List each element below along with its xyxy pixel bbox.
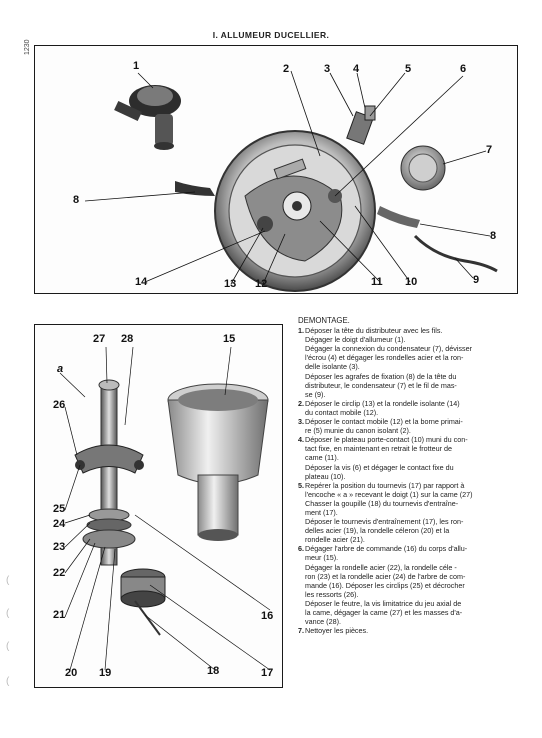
step-line: Déposer les agrafes de fixation (8) de la tête du	[305, 371, 457, 381]
step-line: Déposer le feutre, la vis limitatrice du jeu axial de	[305, 598, 462, 608]
step-line: mande (16). Déposer les circlips (25) et décrocher	[305, 580, 465, 590]
step-number: 7.	[298, 626, 304, 636]
callout-5: 5	[405, 63, 412, 75]
callout-8-right: 8	[490, 230, 497, 242]
disassembly-instructions	[298, 316, 520, 635]
step-body	[305, 626, 520, 635]
callout-14: 14	[135, 276, 148, 288]
step-number: 6.	[298, 544, 304, 554]
callout-3: 3	[324, 63, 331, 75]
step-line: l'encoche « a » recevant le doigt (1) sur la came (27)	[305, 489, 473, 499]
callout-23: 23	[53, 541, 66, 553]
margin-mark: (	[6, 641, 10, 652]
shaft-assembly-photo	[34, 324, 283, 688]
step-item	[298, 399, 520, 417]
step-line: Déposer le circlip (13) et la rondelle isolante (14)	[305, 398, 460, 408]
callout-27: 27	[93, 333, 106, 345]
callout-10: 10	[405, 276, 418, 288]
step-line: Dégager la rondelle acier (22), la rondelle céle -	[305, 562, 457, 572]
step-number: 4.	[298, 435, 304, 445]
step-item	[298, 481, 520, 545]
callout-4: 4	[353, 63, 360, 75]
step-line: les ressorts (26).	[305, 589, 359, 599]
step-body	[305, 326, 520, 399]
step-body	[305, 399, 520, 417]
step-body	[305, 544, 520, 626]
step-line: Dégager le doigt d'allumeur (1).	[305, 335, 406, 345]
step-line: Déposer la vis (6) et dégager le contact fixe du	[305, 462, 454, 472]
step-line: Repérer la position du tournevis (17) par rapport à	[305, 480, 465, 490]
step-body	[305, 435, 520, 480]
callout-25: 25	[53, 503, 66, 515]
step-line: Déposer la tête du distributeur avec les fils.	[305, 326, 443, 336]
step-line: came (11).	[305, 453, 339, 463]
step-line: Déposer le tournevis d'entraînement (17), les ron-	[305, 517, 464, 527]
distributor-assembly-photo	[34, 45, 518, 294]
step-line: du contact mobile (12).	[305, 407, 379, 417]
section-heading: DEMONTAGE.	[298, 316, 350, 325]
callout-21: 21	[53, 609, 66, 621]
callout-19: 19	[99, 667, 112, 679]
step-line: delle isolante (3).	[305, 362, 360, 372]
step-item	[298, 544, 520, 626]
callout-7: 7	[486, 144, 493, 156]
page-title: I. ALLUMEUR DUCELLIER.	[212, 30, 330, 40]
step-line: la came, dégager la came (27) et les masses d'a-	[305, 608, 463, 617]
step-line: meur (15).	[305, 553, 339, 563]
step-line: ment (17).	[305, 507, 338, 517]
callout-13: 13	[224, 278, 237, 290]
step-line: tact fixe, en maintenant en retrait le frotteur de	[305, 444, 453, 454]
callout-20: 20	[65, 667, 78, 679]
step-line: Déposer le plateau porte-contact (10) muni du con-	[305, 435, 468, 445]
callout-28: 28	[121, 333, 134, 345]
step-item	[298, 626, 520, 635]
margin-mark: (	[6, 676, 10, 687]
callout-16: 16	[261, 610, 274, 622]
step-number: 5.	[298, 480, 304, 490]
callout-26: 26	[53, 399, 66, 411]
step-line: Déposer le contact mobile (12) et la borne primai-	[305, 417, 463, 427]
shaft-illustration	[35, 325, 282, 687]
callout-24: 24	[53, 518, 66, 530]
callout-22: 22	[53, 567, 66, 579]
page-code: 1230	[24, 39, 31, 55]
margin-mark: (	[6, 575, 10, 586]
step-line: l'écrou (4) et dégager les rondelles acier et la ron-	[305, 353, 464, 363]
rotor-part	[114, 85, 181, 150]
callout-8-left: 8	[73, 194, 80, 206]
step-item	[298, 326, 520, 399]
step-number: 2.	[298, 398, 304, 408]
step-line: Chasser la goupille (18) du tournevis d'entraîne-	[305, 498, 459, 508]
step-line: plateau (10).	[305, 471, 346, 481]
step-body	[305, 481, 520, 545]
step-line: vance (28).	[305, 617, 341, 627]
step-number: 1.	[298, 326, 304, 336]
callout-18: 18	[207, 665, 220, 677]
callout-12: 12	[255, 278, 268, 290]
callout-15: 15	[223, 333, 236, 345]
step-line: Dégager la connexion du condensateur (7), dévisser	[305, 344, 473, 354]
step-line: ron (23) et la rondelle acier (24) de l'arbre de com-	[305, 571, 466, 581]
callout-11: 11	[371, 276, 383, 288]
step-line: re (5) munie du canon isolant (2).	[305, 426, 411, 436]
step-item	[298, 435, 520, 480]
callout-a: a	[57, 363, 64, 375]
step-line: Dégager l'arbre de commande (16) du corps d'allu-	[305, 544, 468, 554]
callout-17: 17	[261, 667, 274, 679]
callout-1: 1	[133, 60, 140, 72]
step-item	[298, 417, 520, 435]
step-line: delles acier (19), la rondelle céleron (20) et la	[305, 526, 450, 536]
margin-mark: (	[6, 608, 10, 619]
step-body	[305, 417, 520, 435]
step-line: distributeur, le condensateur (7) et le fil de mas-	[305, 380, 457, 390]
callout-9: 9	[473, 274, 480, 286]
step-line: Nettoyer les pièces.	[305, 626, 369, 636]
step-number: 3.	[298, 417, 304, 427]
step-line: se (9).	[305, 389, 326, 399]
callout-2: 2	[283, 63, 290, 75]
step-line: rondelle acier (21).	[305, 535, 365, 545]
callout-6: 6	[460, 63, 467, 75]
steps-list	[298, 326, 520, 635]
distributor-illustration	[35, 46, 517, 293]
